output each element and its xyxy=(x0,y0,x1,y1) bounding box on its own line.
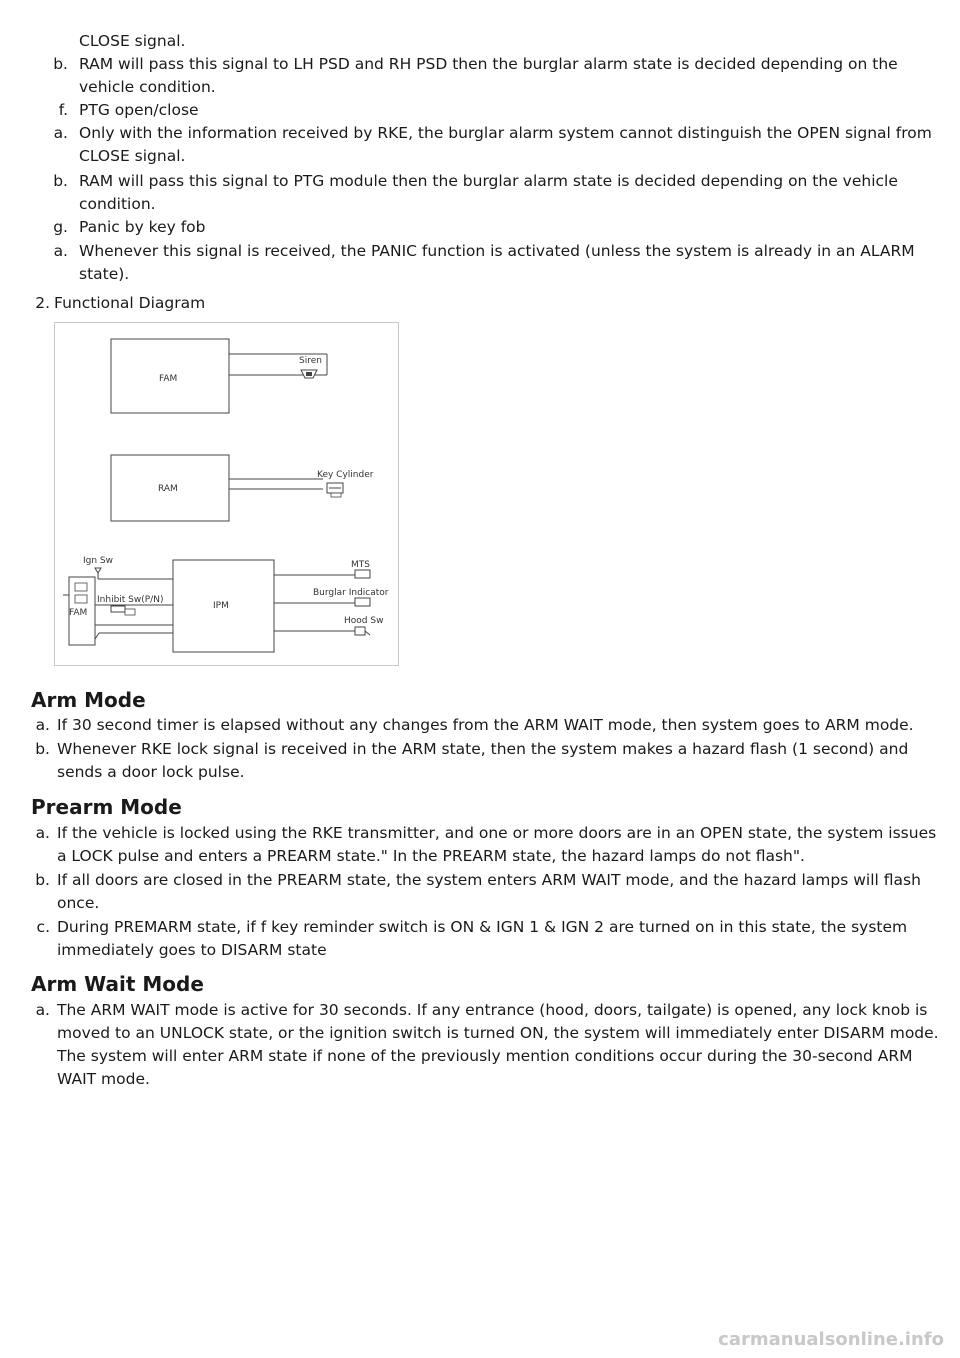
list-item-line: Functional Diagram xyxy=(54,294,206,312)
siren-icon xyxy=(301,370,317,378)
ipm-label: IPM xyxy=(213,601,229,611)
ram-label: RAM xyxy=(158,484,178,494)
inhibit-sw-label: Inhibit Sw(P/N) xyxy=(97,595,164,605)
inhibit-switch-icon xyxy=(111,606,135,615)
list-item-line: vehicle condition. xyxy=(79,78,216,96)
list-marker: a. xyxy=(35,1001,50,1019)
list-item-line: If the vehicle is locked using the RKE transmitter, and one or more doors are in an OPEN state, the system issues xyxy=(57,824,937,842)
list-marker: f. xyxy=(58,101,68,119)
list-marker: b. xyxy=(35,871,50,889)
section-heading-arm-mode: Arm Mode xyxy=(31,688,146,712)
list-continuation-text: CLOSE signal. xyxy=(79,32,186,50)
section-heading-arm-wait-mode: Arm Wait Mode xyxy=(31,972,204,996)
list-item-line: The ARM WAIT mode is active for 30 seconds. If any entrance (hood, doors, tailgate) is opened, any lock knob is xyxy=(57,1001,928,1019)
list-marker: g. xyxy=(53,218,68,236)
functional-diagram xyxy=(54,322,399,666)
list-marker: a. xyxy=(53,124,68,142)
list-marker: b. xyxy=(53,172,68,190)
hood-sw-label: Hood Sw xyxy=(344,616,384,626)
list-item-line: moved to an UNLOCK state, or the ignition switch is turned ON, the system will immediately enter DISARM mode. xyxy=(57,1024,939,1042)
list-item-line: RAM will pass this signal to LH PSD and RH PSD then the burglar alarm state is decided depending on the xyxy=(79,55,898,73)
fam-relay-icon xyxy=(75,583,87,603)
list-item-line: PTG open/close xyxy=(79,101,199,119)
fam-small-label: FAM xyxy=(69,608,88,618)
list-marker: b. xyxy=(35,740,50,758)
ign-sw-label: Ign Sw xyxy=(83,556,114,566)
list-item-line: During PREMARM state, if f key reminder switch is ON & IGN 1 & IGN 2 are turned on in this state, the system xyxy=(57,918,908,936)
list-item-line: condition. xyxy=(79,195,156,213)
siren-label: Siren xyxy=(299,356,322,366)
mts-label: MTS xyxy=(351,560,370,570)
list-marker: a. xyxy=(53,242,68,260)
list-item-line: Whenever this signal is received, the PANIC function is activated (unless the system is already in an ALARM xyxy=(79,242,915,260)
list-item-line: Panic by key fob xyxy=(79,218,206,236)
fam-label: FAM xyxy=(159,374,178,384)
burglar-indicator-label: Burglar Indicator xyxy=(313,588,389,598)
watermark: carmanualsonline.info xyxy=(718,1329,944,1350)
diagram-svg xyxy=(55,323,400,667)
list-item-line: Only with the information received by RKE, the burglar alarm system cannot distinguish the OPEN signal from xyxy=(79,124,932,142)
fam-ipm-wire xyxy=(95,633,99,639)
list-marker: b. xyxy=(53,55,68,73)
list-item-line: once. xyxy=(57,894,100,912)
list-item-line: state). xyxy=(79,265,130,283)
key-cylinder-icon xyxy=(327,483,343,497)
section-heading-prearm-mode: Prearm Mode xyxy=(31,795,182,819)
key-cylinder-label: Key Cylinder xyxy=(317,470,374,480)
list-marker: 2. xyxy=(35,294,50,312)
list-item-line: WAIT mode. xyxy=(57,1070,150,1088)
list-item-line: immediately goes to DISARM state xyxy=(57,941,327,959)
list-item-line: If all doors are closed in the PREARM state, the system enters ARM WAIT mode, and the hazard lamps will flash xyxy=(57,871,921,889)
list-item-line: Whenever RKE lock signal is received in the ARM state, then the system makes a hazard flash (1 second) and xyxy=(57,740,909,758)
hood-switch-icon xyxy=(355,627,370,635)
list-item-line: CLOSE signal. xyxy=(79,147,186,165)
list-marker: a. xyxy=(35,716,50,734)
list-item-line: a LOCK pulse and enters a PREARM state." In the PREARM state, the hazard lamps do not flash". xyxy=(57,847,805,865)
list-marker: c. xyxy=(36,918,50,936)
list-item-line: The system will enter ARM state if none of the previously mention conditions occur during the 30-second ARM xyxy=(57,1047,913,1065)
mts-connector xyxy=(355,570,370,578)
list-item-line: RAM will pass this signal to PTG module then the burglar alarm state is decided depending on the vehicle xyxy=(79,172,898,190)
list-marker: a. xyxy=(35,824,50,842)
list-item-line: If 30 second timer is elapsed without any changes from the ARM WAIT mode, then system goes to ARM mode. xyxy=(57,716,914,734)
burglar-indicator-connector xyxy=(355,598,370,606)
list-item-line: sends a door lock pulse. xyxy=(57,763,245,781)
ign-switch-icon xyxy=(95,568,101,573)
